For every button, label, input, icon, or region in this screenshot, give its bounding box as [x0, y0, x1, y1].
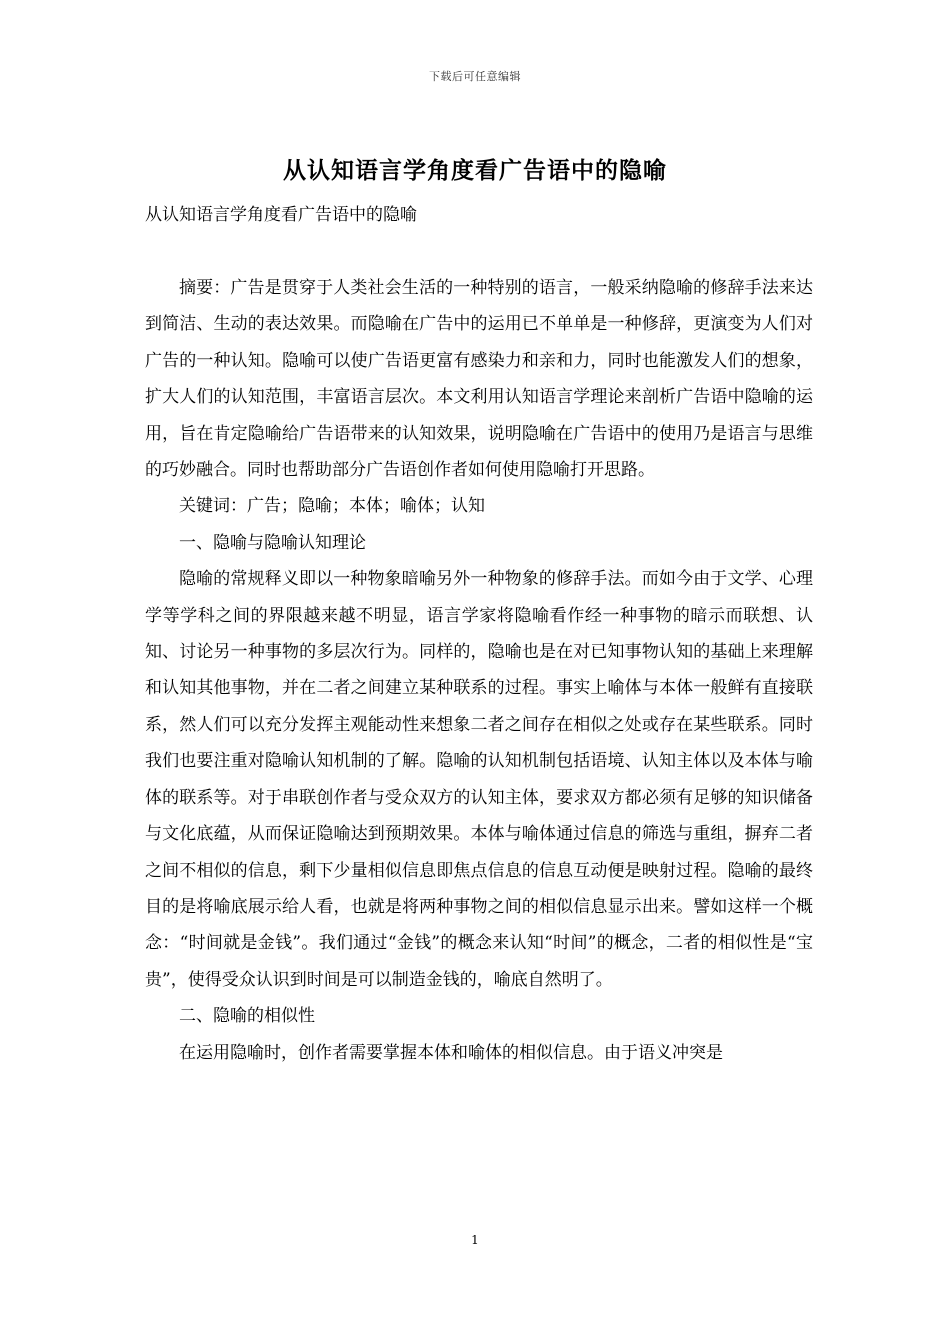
document-subtitle: 从认知语言学角度看广告语中的隐喻 — [145, 205, 417, 225]
header-note: 下载后可任意编辑 — [429, 70, 521, 83]
section-heading-1: 一、隐喻与隐喻认知理论 — [179, 532, 366, 553]
keywords-paragraph: 关键词：广告；隐喻；本体；喻体；认知 — [179, 496, 485, 517]
section-heading-2: 二、隐喻的相似性 — [179, 1006, 315, 1027]
abstract-paragraph: 摘要：广告是贯穿于人类社会生活的一种特别的语言，一般采纳隐喻的修辞手法来达到简洁、生动的表达效果。而隐喻在广告中的运用已不单单是一种修辞，更演变为人们对广告的一种认知。隐喻可以使广告语更富有感染力和亲和力，同时也能激发人们的想象，扩大人们的认知范围，丰富语言层次。本文利用认知语言学理论来剖析广告语中隐喻的运用，旨在肯定隐喻给广告语带来的认知效果，说明隐喻在广告语中的使用乃是语言与思维的巧妙融合。同时也帮助部分广告语创作者如何使用隐喻打开思路。 — [145, 278, 813, 481]
body-paragraph: 在运用隐喻时，创作者需要掌握本体和喻体的相似信息。由于语义冲突是 — [179, 1042, 723, 1063]
body-paragraph: 隐喻的常规释义即以一种物象暗喻另外一种物象的修辞手法。而如今由于文学、心理学等学科之间的界限越来越不明显，语言学家将隐喻看作经一种事物的暗示而联想、认知、讨论另一种事物的多层次行为。同样的，隐喻也是在对已知事物认知的基础上来理解和认知其他事物，并在二者之间建立某种联系的过程。事实上喻体与本体一般鲜有直接联系，然人们可以充分发挥主观能动性来想象二者之间存在相似之处或存在某些联系。同时我们也要注重对隐喻认知机制的了解。隐喻的认知机制包括语境、认知主体以及本体与喻体的联系等。对于串联创作者与受众双方的认知主体，要求双方都必须有足够的知识储备与文化底蕴，从而保证隐喻达到预期效果。本体与喻体通过信息的筛选与重组，摒弃二者之间不相似的信息，剩下少量相似信息即焦点信息的信息互动便是映射过程。隐喻的最终目的是将喻底展示给人看，也就是将两种事物之间的相似信息显示出来。譬如这样一个概念：“时间就是金钱”。我们通过“金钱”的概念来认知“时间”的概念，二者的相似性是“宝贵”，使得受众认识到时间是可以制造金钱的，喻底自然明了。 — [145, 569, 813, 990]
document-body — [145, 270, 813, 1071]
document-title: 从认知语言学角度看广告语中的隐喻 — [283, 157, 667, 184]
page-number: 1 — [471, 1233, 479, 1247]
